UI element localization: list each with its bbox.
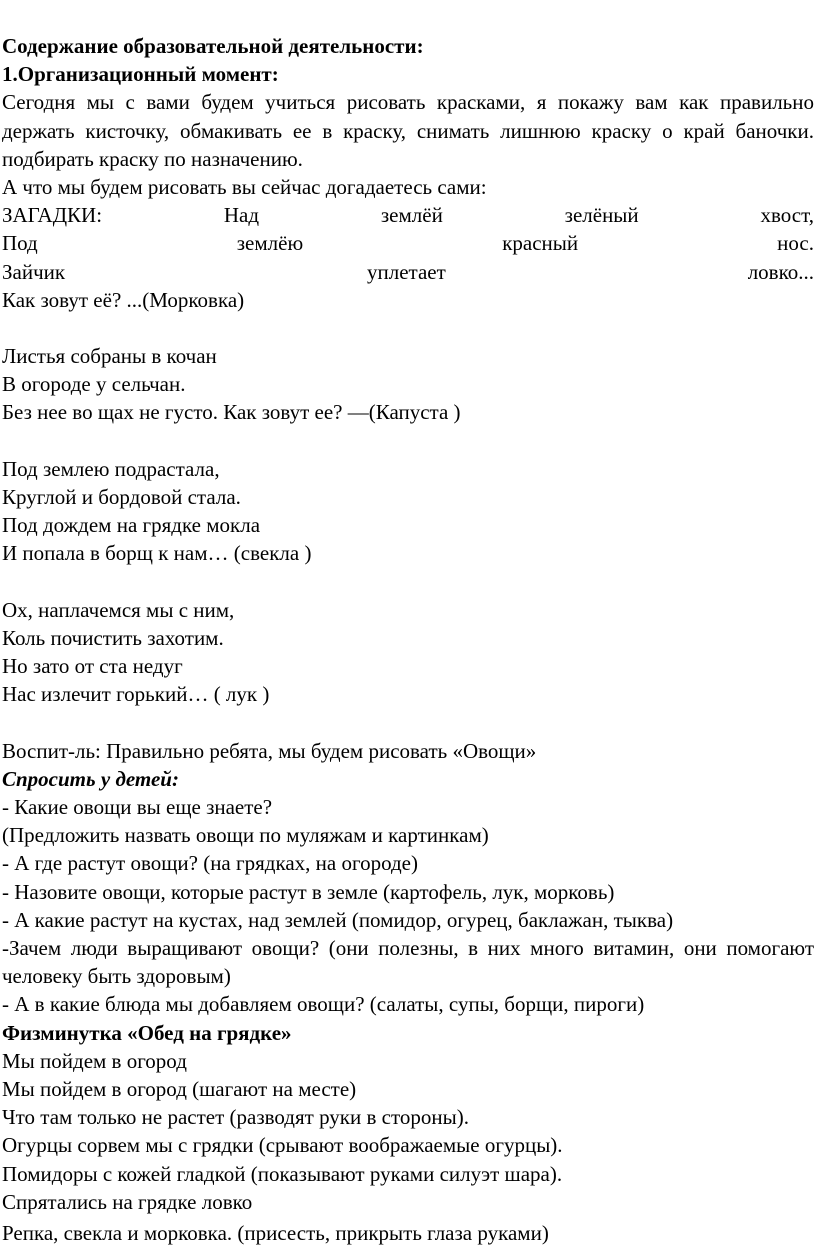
blank-line [2,427,814,455]
riddle1-word: Под [2,231,38,256]
riddle1-word: ловко... [747,259,814,284]
fizminutka-line: Мы пойдем в огород (шагают на месте) [2,1077,357,1102]
question-line: - А где растут овощи? (на грядках, на огороде) [2,851,418,876]
intro-question: А что мы будем рисовать вы сейчас догадаетесь сами: [2,174,487,199]
riddle3-line: Под землею подрастала, [2,456,220,481]
riddle1-word: Зайчик [2,259,66,284]
fizminutka-line: Огурцы сорвем мы с грядки (срывают воображаемые огурцы). [2,1133,563,1158]
question-line: - Какие овощи вы еще знаете? [2,795,273,820]
riddle1-word: землёй [380,203,443,228]
blank-line [2,568,814,596]
fizminutka-line: Мы пойдем в огород [2,1048,187,1073]
riddle1-word: землёю [236,231,304,256]
fizminutka-line: Репка, свекла и морковка. (присесть, прикрыть глаза руками) [2,1220,549,1245]
riddle3-line: И попала в борщ к нам… (свекла ) [2,541,312,566]
question-line: - А какие растут на кустах, над землей (помидор, огурец, баклажан, тыква) [2,907,674,932]
riddle1-word: Над [223,203,260,228]
riddle1-line2 [2,229,814,257]
riddle4-line: Коль почистить захотим. [2,625,224,650]
intro-paragraph: Сегодня мы с вами будем учиться рисовать красками, я покажу вам как правильно держать кисточку, обмакивать ее в краску, снимать лишнюю краску о край баночки. подбирать краску по назначению. [2,90,814,171]
riddle1-word: зелёный [564,203,639,228]
fizminutka-line: Что там только не растет (разводят руки в стороны). [2,1105,469,1130]
blank-line [2,709,814,737]
riddle1-answer-line: Как зовут её? ...(Морковка) [2,287,245,312]
riddle3-line: Круглой и бордовой стала. [2,485,241,510]
document-heading: Содержание образовательной деятельности: [2,34,424,58]
question-line: (Предложить назвать овощи по муляжам и картинкам) [2,823,489,848]
riddle1-word: красный [502,231,579,256]
question-line: - Назовите овощи, которые растут в земле (картофель, лук, морковь) [2,879,615,904]
riddle1-word: уплетает [367,259,446,284]
fizminutka-title: Физминутка «Обед на грядке» [2,1020,292,1045]
teacher-line: Воспит-ль: Правильно ребята, мы будем рисовать «Овощи» [2,738,537,763]
section-title: 1.Организационный момент: [2,62,279,87]
blank-line [2,314,814,342]
riddle1-line3 [2,258,814,286]
riddle4-line: Но зато от ста недуг [2,654,183,679]
question-line: - А в какие блюда мы добавляем овощи? (салаты, супы, борщи, пироги) [2,992,645,1017]
riddle1-word: хвост, [760,203,814,228]
riddles-label: ЗАГАДКИ: [2,203,103,228]
riddle4-line: Нас излечит горький… ( лук ) [2,682,270,707]
fizminutka-line: Помидоры с кожей гладкой (показывают руками силуэт шара). [2,1161,563,1186]
riddle2-line: Без нее во щах не густо. Как зовут ее? —(Капуста ) [2,400,461,425]
riddle1-line1 [2,201,814,229]
riddle1-word: нос. [777,231,814,256]
ask-children-title: Спросить у детей: [2,766,179,791]
riddle2-line: В огороде у сельчан. [2,372,186,397]
riddle3-line: Под дождем на грядке мокла [2,513,261,538]
riddle4-line: Ох, наплачемся мы с ним, [2,597,235,622]
riddle2-line: Листья собраны в кочан [2,344,217,369]
fizminutka-line: Спрятались на грядке ловко [2,1189,253,1214]
question-long: -Зачем люди выращивают овощи? (они полезны, в них много витамин, они помогают человеку быть здоровым) [2,936,814,989]
